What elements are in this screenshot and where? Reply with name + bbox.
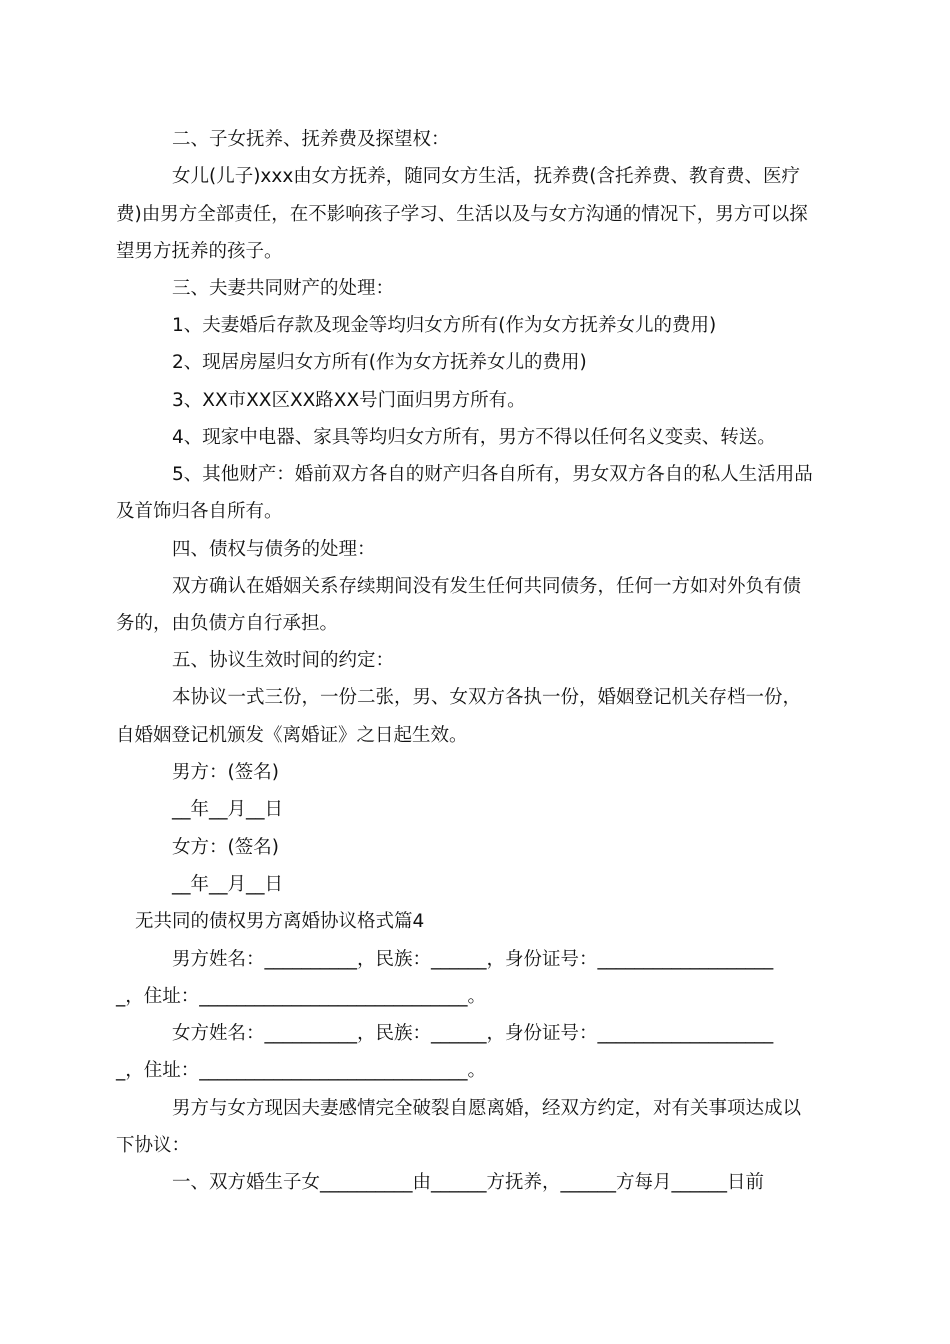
paragraph-line: 本协议一式三份，一份二张，男、女双方各执一份，婚姻登记机关存档一份，	[172, 687, 802, 708]
paragraph-line: 下协议：	[116, 1135, 191, 1156]
list-item: 3、XX市XX区XX路XX号门面归男方所有。	[172, 390, 526, 411]
section-heading-4: 四、债权与债务的处理：	[172, 539, 376, 560]
list-item: 1、夫妻婚后存款及现金等均归女方所有(作为女方抚养女儿的费用)	[172, 315, 717, 336]
paragraph-line: 自婚姻登记机颁发《离婚证》之日起生效。	[116, 725, 468, 746]
male-info-line: 男方姓名：__________，民族：______，身份证号：___________________	[172, 949, 774, 970]
list-item: 5、其他财产：婚前双方各自的财产归各自所有，男女双方各自的私人生活用品	[172, 464, 813, 485]
section-heading-3: 三、夫妻共同财产的处理：	[172, 278, 395, 299]
date-line: __年__月__日	[172, 874, 284, 895]
clause-line: 一、双方婚生子女__________由______方抚养，______方每月______日前	[172, 1172, 765, 1193]
female-address-line: _，住址：_____________________________。	[116, 1060, 487, 1081]
date-line: __年__月__日	[172, 799, 284, 820]
male-address-line: _，住址：_____________________________。	[116, 986, 487, 1007]
section-heading-2: 二、子女抚养、抚养费及探望权：	[172, 129, 450, 150]
female-signature-line: 女方：(签名)	[172, 837, 279, 858]
article-title: 无共同的债权男方离婚协议格式篇4	[135, 911, 425, 932]
list-item: 2、现居房屋归女方所有(作为女方抚养女儿的费用)	[172, 352, 587, 373]
paragraph-line: 双方确认在婚姻关系存续期间没有发生任何共同债务，任何一方如对外负有债	[172, 576, 802, 597]
paragraph-line: 男方与女方现因夫妻感情完全破裂自愿离婚，经双方约定，对有关事项达成以	[172, 1098, 802, 1119]
male-signature-line: 男方：(签名)	[172, 762, 279, 783]
paragraph-line: 及首饰归各自所有。	[116, 501, 283, 522]
paragraph-line: 女儿(儿子)xxx由女方抚养，随同女方生活，抚养费(含托养费、教育费、医疗	[172, 166, 801, 187]
paragraph-line: 务的，由负债方自行承担。	[116, 613, 339, 634]
paragraph-line: 费)由男方全部责任，在不影响孩子学习、生活以及与女方沟通的情况下，男方可以探	[116, 204, 808, 225]
list-item: 4、现家中电器、家具等均归女方所有，男方不得以任何名义变卖、转送。	[172, 427, 776, 448]
female-info-line: 女方姓名：__________，民族：______，身份证号：___________________	[172, 1023, 774, 1044]
paragraph-line: 望男方抚养的孩子。	[116, 241, 283, 262]
section-heading-5: 五、协议生效时间的约定：	[172, 650, 395, 671]
